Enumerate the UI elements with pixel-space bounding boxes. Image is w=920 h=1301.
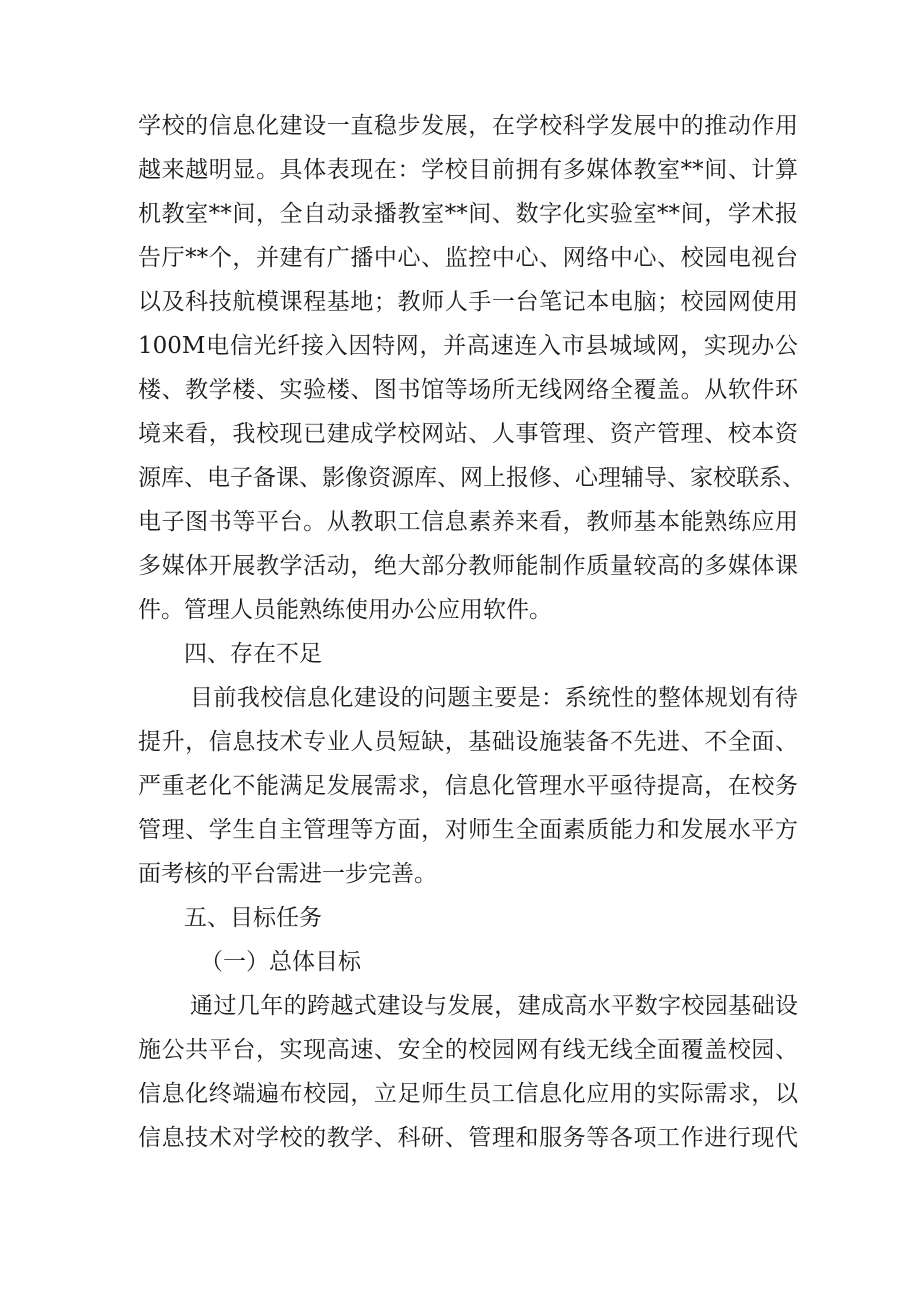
- paragraph-line: 信息技术对学校的教学、科研、管理和服务等各项工作进行现代: [138, 1125, 798, 1151]
- paragraph-line: 严重老化不能满足发展需求，信息化管理水平亟待提高，在校务: [138, 773, 798, 799]
- paragraph-line: 越来越明显。具体表现在：学校目前拥有多媒体教室**间、计算: [138, 157, 798, 183]
- paragraph-line: 多媒体开展教学活动，绝大部分教师能制作质量较高的多媒体课: [138, 553, 798, 579]
- paragraph-line: 100M电信光纤接入因特网，并高速连入市县城域网，实现办公: [138, 333, 798, 359]
- paragraph-line: 目前我校信息化建设的问题主要是：系统性的整体规划有待: [190, 685, 798, 711]
- paragraph-line: 告厅**个，并建有广播中心、监控中心、网络中心、校园电视台: [138, 245, 798, 271]
- paragraph-line: 施公共平台，实现高速、安全的校园网有线无线全面覆盖校园、: [138, 1037, 798, 1063]
- paragraph-line: 学校的信息化建设一直稳步发展，在学校科学发展中的推动作用: [138, 113, 798, 139]
- subsection-heading: （一）总体目标: [200, 949, 361, 975]
- document-body: [138, 104, 805, 1160]
- paragraph-line: 通过几年的跨越式建设与发展，建成高水平数字校园基础设: [190, 993, 798, 1019]
- paragraph-line: 机教室**间，全自动录播教室**间、数字化实验室**间，学术报: [138, 201, 798, 227]
- paragraph-line: 以及科技航模课程基地；教师人手一台笔记本电脑；校园网使用: [138, 289, 798, 315]
- section-heading: 四、存在不足: [184, 641, 322, 667]
- paragraph-line: 电子图书等平台。从教职工信息素养来看，教师基本能熟练应用: [138, 509, 798, 535]
- paragraph-line: 管理、学生自主管理等方面，对师生全面素质能力和发展水平方: [138, 817, 798, 843]
- paragraph-line: 信息化终端遍布校园，立足师生员工信息化应用的实际需求，以: [138, 1081, 798, 1107]
- section-heading: 五、目标任务: [184, 905, 322, 931]
- paragraph-line: 件。管理人员能熟练使用办公应用软件。: [138, 597, 552, 623]
- paragraph-line: 提升，信息技术专业人员短缺，基础设施装备不先进、不全面、: [138, 729, 798, 755]
- paragraph-line: 面考核的平台需进一步完善。: [138, 861, 437, 887]
- paragraph-line: 源库、电子备课、影像资源库、网上报修、心理辅导、家校联系、: [138, 465, 805, 491]
- paragraph-line: 楼、教学楼、实验楼、图书馆等场所无线网络全覆盖。从软件环: [138, 377, 798, 403]
- paragraph-line: 境来看，我校现已建成学校网站、人事管理、资产管理、校本资: [138, 421, 798, 447]
